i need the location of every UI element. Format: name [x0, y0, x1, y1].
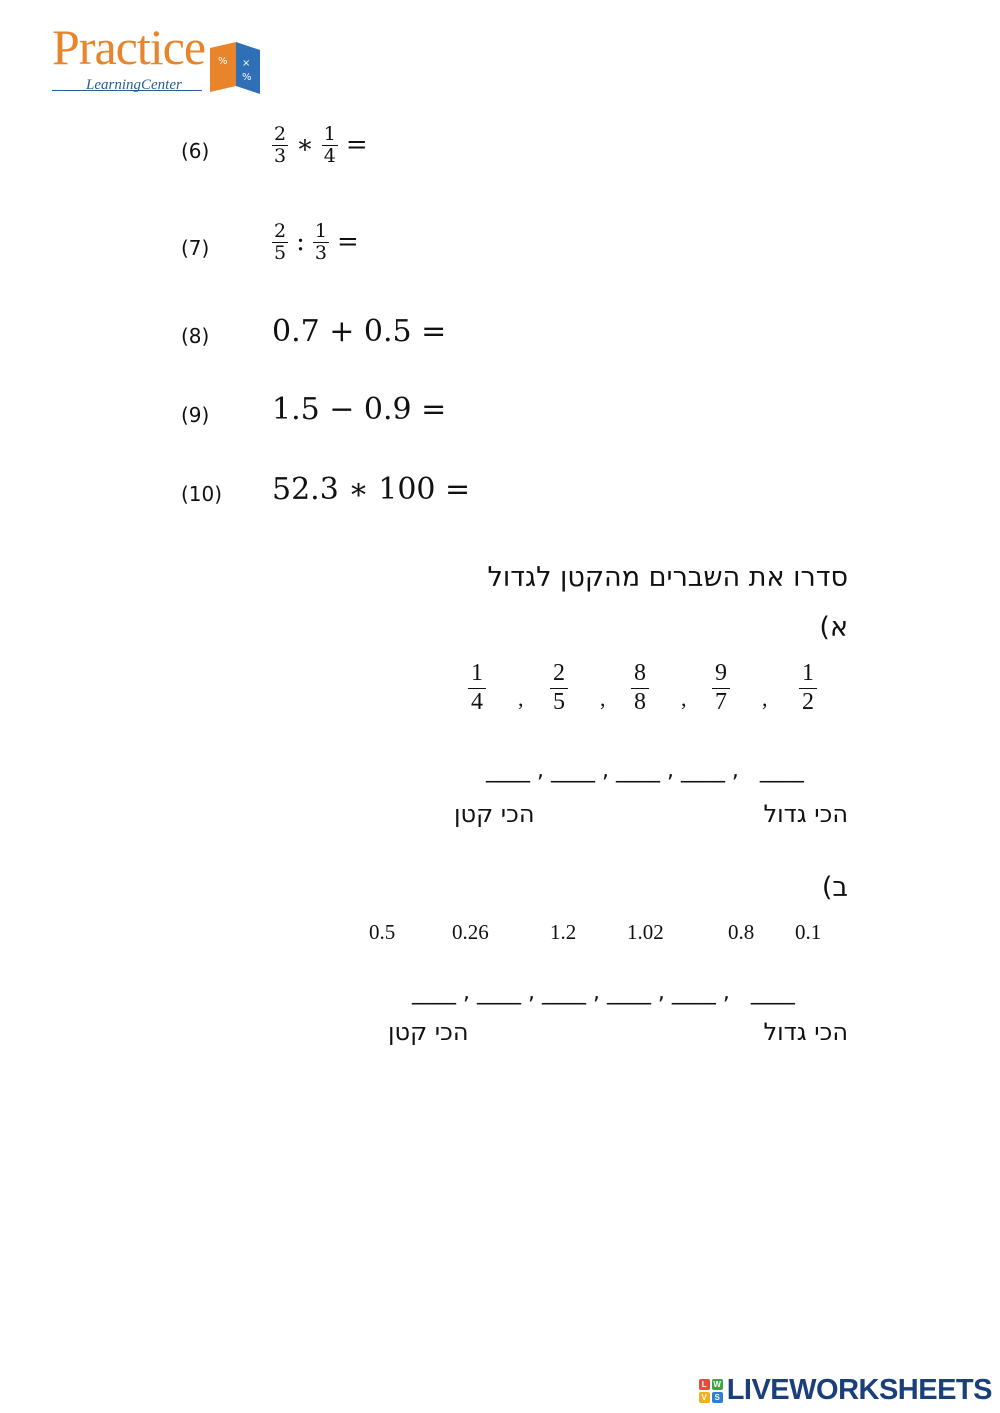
brand-name: LIVEWORKSHEETS	[726, 1374, 992, 1406]
fraction	[799, 660, 817, 716]
decimal-value: 0.5	[369, 920, 396, 944]
logo-cell: V	[699, 1392, 710, 1403]
question-number: (6)	[181, 139, 210, 163]
numerator: 2	[274, 220, 287, 242]
denominator: 7	[712, 688, 730, 717]
denominator: 5	[550, 688, 568, 717]
equation-7	[272, 221, 361, 264]
section-b-label: ב)	[821, 872, 848, 903]
separator: ,	[600, 686, 606, 711]
equation-8: 0.7 + 0.5 =	[272, 314, 447, 349]
fraction	[631, 660, 649, 716]
answer-blanks[interactable]: ____ , ____ , ____ , ____ , ____ , ____	[412, 980, 795, 1005]
section-a-label: א)	[819, 612, 848, 643]
equation-9: 1.5 − 0.9 =	[272, 392, 447, 427]
question-number: (8)	[181, 324, 210, 348]
fraction	[313, 221, 329, 264]
fraction	[712, 660, 730, 716]
denominator: 4	[323, 144, 336, 167]
equation-10: 52.3 ∗ 100 =	[272, 472, 471, 507]
denominator: 3	[274, 144, 287, 167]
answer-blanks[interactable]: ____ , ____ , ____ , ____ , ____	[486, 758, 804, 783]
svg-text:×: ×	[242, 58, 251, 69]
fraction	[272, 221, 288, 264]
svg-text:%: %	[242, 72, 252, 83]
separator: ,	[762, 686, 768, 711]
fraction	[468, 660, 486, 716]
question-number: (10)	[181, 482, 223, 506]
logo-cell: L	[699, 1379, 710, 1390]
fraction	[272, 124, 288, 167]
separator: ,	[518, 686, 524, 711]
decimal-value: 1.02	[627, 920, 664, 944]
question-number: (9)	[181, 403, 210, 427]
liveworksheets-brand[interactable]	[699, 1374, 992, 1407]
numerator: 1	[314, 220, 327, 242]
svg-text:%: %	[218, 56, 228, 67]
smallest-label: הכי קטן	[454, 800, 535, 828]
liveworksheets-logo-icon	[699, 1379, 723, 1403]
numerator: 2	[553, 660, 565, 686]
numerator: 1	[802, 660, 814, 686]
logo-wordmark: Practice	[52, 19, 206, 75]
operator: :	[296, 227, 305, 258]
math-book-icon	[206, 40, 262, 96]
logo-cell: S	[712, 1392, 723, 1403]
denominator: 3	[314, 241, 327, 264]
operator: ∗	[296, 130, 314, 161]
equation-6	[272, 124, 370, 167]
equals-sign: =	[345, 130, 368, 161]
logo-subtitle: LearningCenter	[86, 77, 182, 93]
numerator: 9	[715, 660, 727, 686]
denominator: 2	[799, 688, 817, 717]
fraction	[550, 660, 568, 716]
separator: ,	[681, 686, 687, 711]
denominator: 8	[631, 688, 649, 717]
equals-sign: =	[336, 227, 359, 258]
largest-label: הכי גדול	[763, 800, 848, 828]
numerator: 2	[274, 123, 287, 145]
decimal-value: 0.26	[452, 920, 489, 944]
ordering-instruction: סדרו את השברים מהקטן לגדול	[487, 562, 848, 593]
numerator: 8	[634, 660, 646, 686]
denominator: 5	[274, 241, 287, 264]
question-number: (7)	[181, 236, 210, 260]
fraction	[322, 124, 338, 167]
decimal-value: 0.1	[795, 920, 822, 944]
smallest-label: הכי קטן	[388, 1018, 469, 1046]
decimal-value: 0.8	[728, 920, 755, 944]
largest-label: הכי גדול	[763, 1018, 848, 1046]
numerator: 1	[323, 123, 336, 145]
decimal-value: 1.2	[550, 920, 577, 944]
numerator: 1	[471, 660, 483, 686]
logo-cell: W	[713, 1379, 721, 1389]
denominator: 4	[468, 688, 486, 717]
